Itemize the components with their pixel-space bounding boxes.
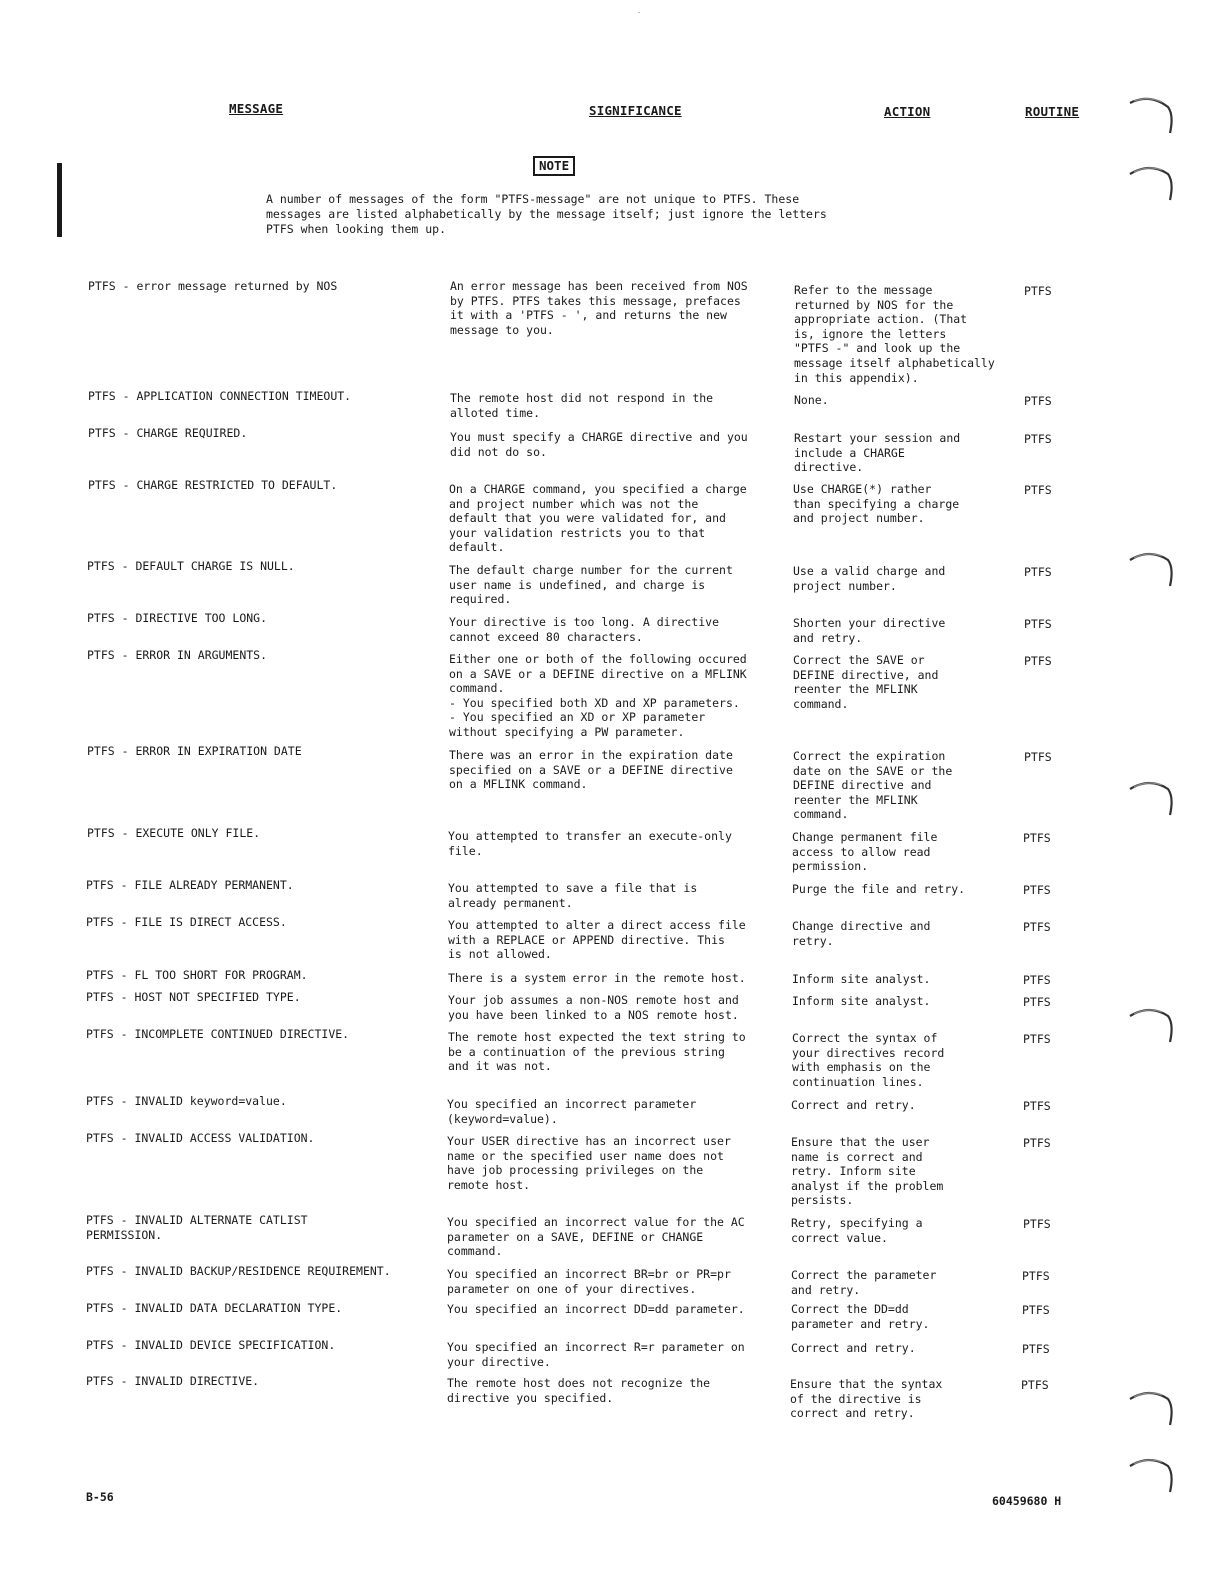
header-message: MESSAGE <box>229 101 284 116</box>
action-cell: Inform site analyst. <box>792 972 931 986</box>
action-cell: None. <box>794 393 829 407</box>
message-cell: PTFS - DEFAULT CHARGE IS NULL. <box>87 559 295 573</box>
action-cell: Refer to the message returned by NOS for the appropriate action. (That is, ignore the letters "PTFS -" and look up the message itself alphabetically in this appendix). <box>794 283 995 385</box>
header-action: ACTION <box>884 104 931 119</box>
binder-hole-mark <box>1128 1452 1176 1496</box>
routine-cell: PTFS <box>1023 1136 1051 1150</box>
significance-cell: Either one or both of the following occured on a SAVE or a DEFINE directive on a MFLINK command. - You specified both XD and XP parameters. - You specified an XD or XP parameter without specifying a PW parameter. <box>449 652 747 739</box>
significance-cell: You must specify a CHARGE directive and you did not do so. <box>450 430 748 459</box>
significance-cell: An error message has been received from NOS by PTFS. PTFS takes this message, prefaces it with a 'PTFS - ', and returns the new message to you. <box>450 279 748 337</box>
action-cell: Restart your session and include a CHARGE directive. <box>794 431 961 475</box>
significance-cell: You specified an incorrect parameter (keyword=value). <box>447 1097 697 1126</box>
action-cell: Change directive and retry. <box>792 919 931 948</box>
routine-cell: PTFS <box>1023 973 1051 987</box>
message-cell: PTFS - error message returned by NOS <box>88 279 338 293</box>
message-cell: PTFS - INVALID DEVICE SPECIFICATION. <box>86 1338 336 1352</box>
action-cell: Shorten your directive and retry. <box>793 616 946 645</box>
message-cell: PTFS - CHARGE REQUIRED. <box>88 426 248 440</box>
routine-cell: PTFS <box>1021 1378 1049 1392</box>
routine-cell: PTFS <box>1022 1342 1050 1356</box>
binder-hole-mark <box>1128 546 1176 590</box>
routine-cell: PTFS <box>1024 654 1052 668</box>
binder-hole-mark <box>1128 160 1176 204</box>
action-cell: Correct and retry. <box>791 1098 916 1112</box>
binder-hole-mark <box>1128 93 1176 137</box>
binder-hole-mark <box>1128 775 1176 819</box>
significance-cell: You specified an incorrect DD=dd parameter. <box>447 1302 745 1316</box>
document-number: 60459680 H <box>992 1494 1062 1508</box>
routine-cell: PTFS <box>1024 284 1052 298</box>
binder-hole-mark <box>1128 1385 1176 1429</box>
routine-cell: PTFS <box>1023 1032 1051 1046</box>
action-cell: Correct the syntax of your directives record with emphasis on the continuation lines. <box>792 1031 945 1089</box>
message-cell: PTFS - FILE IS DIRECT ACCESS. <box>86 915 287 929</box>
message-cell: PTFS - DIRECTIVE TOO LONG. <box>87 611 268 625</box>
action-cell: Correct the parameter and retry. <box>791 1268 937 1297</box>
header-significance: SIGNIFICANCE <box>589 103 682 118</box>
action-cell: Retry, specifying a correct value. <box>791 1216 923 1245</box>
routine-cell: PTFS <box>1022 1269 1050 1283</box>
note-text: A number of messages of the form "PTFS-message" are not unique to PTFS. These messages are listed alphabetically by the message itself; just ignore the letters PTFS when looking them up. <box>266 192 827 236</box>
header-routine: ROUTINE <box>1025 104 1080 119</box>
routine-cell: PTFS <box>1023 883 1051 897</box>
routine-cell: PTFS <box>1023 1217 1051 1231</box>
significance-cell: On a CHARGE command, you specified a charge and project number which was not the default that you were validated for, and your validation restricts you to that default. <box>449 482 747 555</box>
message-cell: PTFS - HOST NOT SPECIFIED TYPE. <box>86 990 301 1004</box>
significance-cell: You specified an incorrect BR=br or PR=pr parameter on one of your directives. <box>447 1267 731 1296</box>
change-bar <box>57 163 62 237</box>
action-cell: Ensure that the user name is correct and retry. Inform site analyst if the problem persists. <box>791 1135 944 1208</box>
routine-cell: PTFS <box>1023 995 1051 1009</box>
action-cell: Change permanent file access to allow read permission. <box>792 830 938 874</box>
action-cell: Inform site analyst. <box>792 994 931 1008</box>
message-cell: PTFS - INCOMPLETE CONTINUED DIRECTIVE. <box>86 1027 350 1041</box>
routine-cell: PTFS <box>1024 617 1052 631</box>
action-cell: Correct and retry. <box>791 1341 916 1355</box>
routine-cell: PTFS <box>1024 432 1052 446</box>
message-cell: PTFS - ERROR IN EXPIRATION DATE <box>87 744 302 758</box>
significance-cell: You specified an incorrect value for the AC parameter on a SAVE, DEFINE or CHANGE command. <box>447 1215 745 1259</box>
routine-cell: PTFS <box>1024 394 1052 408</box>
message-cell: PTFS - INVALID ACCESS VALIDATION. <box>86 1131 315 1145</box>
note-label: NOTE <box>533 156 575 176</box>
action-cell: Correct the SAVE or DEFINE directive, and reenter the MFLINK command. <box>793 653 939 711</box>
significance-cell: You attempted to save a file that is already permanent. <box>448 881 698 910</box>
message-cell: PTFS - INVALID DIRECTIVE. <box>86 1374 260 1388</box>
routine-cell: PTFS <box>1024 483 1052 497</box>
significance-cell: There was an error in the expiration date specified on a SAVE or a DEFINE directive on a MFLINK command. <box>449 748 733 792</box>
significance-cell: The remote host does not recognize the directive you specified. <box>447 1376 711 1405</box>
action-cell: Correct the DD=dd parameter and retry. <box>791 1302 930 1331</box>
significance-cell: Your USER directive has an incorrect user name or the specified user name does not have job processing privileges on the remote host. <box>447 1134 731 1192</box>
message-cell: PTFS - INVALID DATA DECLARATION TYPE. <box>86 1301 343 1315</box>
significance-cell: You attempted to transfer an execute-only file. <box>448 829 732 858</box>
routine-cell: PTFS <box>1023 831 1051 845</box>
page-number: B-56 <box>86 1490 114 1504</box>
significance-cell: The remote host did not respond in the alloted time. <box>450 391 714 420</box>
routine-cell: PTFS <box>1024 750 1052 764</box>
action-cell: Ensure that the syntax of the directive is correct and retry. <box>790 1377 943 1421</box>
significance-cell: The remote host expected the text string to be a continuation of the previous string and it was not. <box>448 1030 746 1074</box>
message-cell: PTFS - FL TOO SHORT FOR PROGRAM. <box>86 968 308 982</box>
significance-cell: You specified an incorrect R=r parameter on your directive. <box>447 1340 745 1369</box>
significance-cell: There is a system error in the remote host. <box>448 971 746 985</box>
significance-cell: Your job assumes a non-NOS remote host and you have been linked to a NOS remote host. <box>448 993 739 1022</box>
action-cell: Use a valid charge and project number. <box>793 564 946 593</box>
routine-cell: PTFS <box>1023 1099 1051 1113</box>
significance-cell: Your directive is too long. A directive cannot exceed 80 characters. <box>449 615 720 644</box>
message-cell: PTFS - EXECUTE ONLY FILE. <box>87 826 261 840</box>
significance-cell: The default charge number for the current user name is undefined, and charge is required. <box>449 563 733 607</box>
action-cell: Correct the expiration date on the SAVE or the DEFINE directive and reenter the MFLINK command. <box>793 749 953 822</box>
message-cell: PTFS - INVALID ALTERNATE CATLIST PERMISSION. <box>86 1213 308 1242</box>
routine-cell: PTFS <box>1023 920 1051 934</box>
message-cell: PTFS - ERROR IN ARGUMENTS. <box>87 648 268 662</box>
message-cell: PTFS - APPLICATION CONNECTION TIMEOUT. <box>88 389 352 403</box>
action-cell: Use CHARGE(*) rather than specifying a charge and project number. <box>793 482 960 526</box>
message-cell: PTFS - FILE ALREADY PERMANENT. <box>86 878 294 892</box>
message-cell: PTFS - CHARGE RESTRICTED TO DEFAULT. <box>88 478 338 492</box>
action-cell: Purge the file and retry. <box>792 882 966 896</box>
binder-hole-mark <box>1128 1002 1176 1046</box>
routine-cell: PTFS <box>1022 1303 1050 1317</box>
message-cell: PTFS - INVALID BACKUP/RESIDENCE REQUIREMENT. <box>86 1264 391 1278</box>
message-cell: PTFS - INVALID keyword=value. <box>86 1094 287 1108</box>
scan-speck <box>638 12 640 13</box>
routine-cell: PTFS <box>1024 565 1052 579</box>
significance-cell: You attempted to alter a direct access file with a REPLACE or APPEND directive. This is not allowed. <box>448 918 746 962</box>
